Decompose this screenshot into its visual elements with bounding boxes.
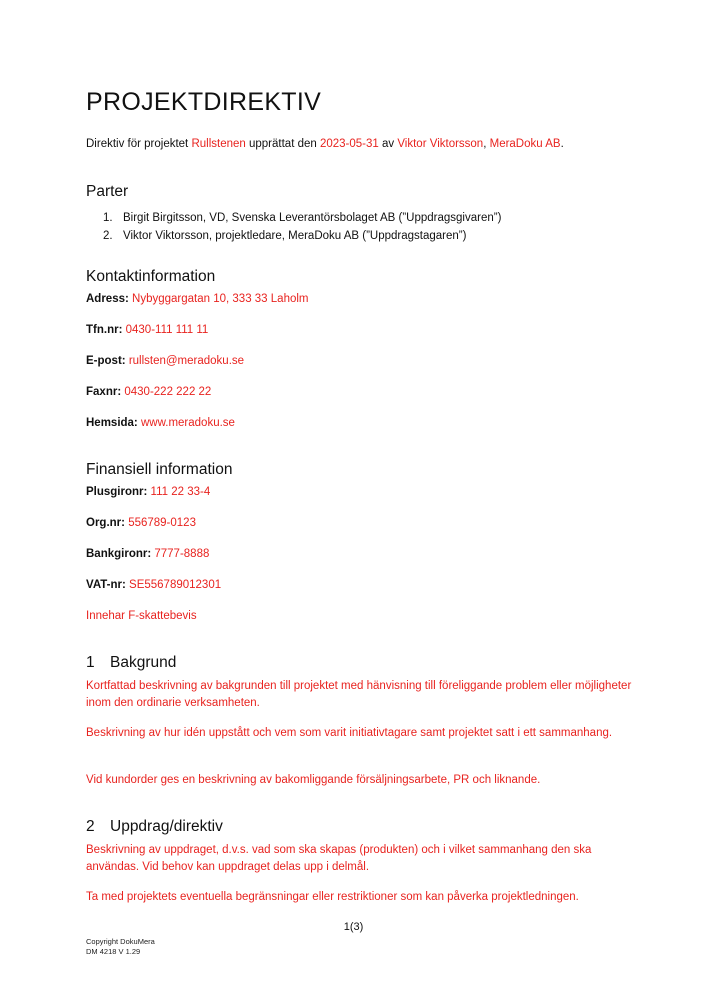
adress-field: Adress: Nybyggargatan 10, 333 33 Laholm xyxy=(86,293,309,305)
document-title: PROJEKTDIREKTIV xyxy=(86,88,322,116)
paragraph: Vid kundorder ges en beskrivning av bakomliggande försäljningsarbete, PR och liknande. xyxy=(86,774,541,786)
hemsida-field: Hemsida: www.meradoku.se xyxy=(86,417,235,429)
section-heading-bakgrund: 1 Bakgrund xyxy=(86,654,177,671)
paragraph: Kortfattad beskrivning av bakgrunden till projektet med hänvisning till föreliggande problem eller möjligheter inom den ordinarie verksamheten. xyxy=(86,680,632,709)
finans-heading: Finansiell information xyxy=(86,461,233,478)
parter-heading: Parter xyxy=(86,183,129,200)
fax-field: Faxnr: 0430-222 222 22 xyxy=(86,386,212,398)
project-name-field: Rullstenen xyxy=(191,138,246,150)
parter-list xyxy=(103,209,501,245)
intro-mid2: av xyxy=(378,138,398,150)
company-field: MeraDoku AB xyxy=(489,138,561,150)
author-field: Viktor Viktorsson xyxy=(397,138,484,150)
footer xyxy=(86,937,155,957)
copyright-text: Copyright DokuMera xyxy=(86,937,155,946)
orgnr-field: Org.nr: 556789-0123 xyxy=(86,517,196,529)
bankgiro-field: Bankgironr: 7777-8888 xyxy=(86,548,210,560)
section-heading-uppdrag: 2 Uppdrag/direktiv xyxy=(86,818,223,835)
paragraph: Beskrivning av hur idén uppstått och vem som varit initiativtagare samt projektet satt i ett sammanhang. xyxy=(86,727,613,739)
list-item: 2. Viktor Viktorsson, projektledare, MeraDoku AB (”Uppdragstagaren”) xyxy=(103,230,467,242)
page-number: 1(3) xyxy=(343,921,364,933)
plusgiro-field: Plusgironr: 111 22 33-4 xyxy=(86,486,211,498)
tfn-field: Tfn.nr: 0430-111 111 11 xyxy=(86,324,209,336)
intro-line xyxy=(86,138,564,150)
intro-prefix: Direktiv för projektet xyxy=(86,138,192,150)
intro-mid1: upprättat den xyxy=(245,138,320,150)
kontakt-heading: Kontaktinformation xyxy=(86,268,216,285)
document-id: DM 4218 V 1.29 xyxy=(86,947,141,956)
list-item: 1. Birgit Birgitsson, VD, Svenska Leverantörsbolaget AB (”Uppdragsgivaren”) xyxy=(103,212,502,224)
date-field: 2023-05-31 xyxy=(319,138,379,150)
paragraph: Beskrivning av uppdraget, d.v.s. vad som ska skapas (produkten) och i vilket sammanhang den ska användas. Vid behov kan uppdraget delas upp i delmål. xyxy=(86,844,592,873)
vat-field: VAT-nr: SE556789012301 xyxy=(86,579,222,591)
paragraph: Ta med projektets eventuella begränsningar eller restriktioner som kan påverka projektledningen. xyxy=(86,891,579,903)
fskatt-note: Innehar F-skattebevis xyxy=(86,610,197,622)
epost-field: E-post: rullsten@meradoku.se xyxy=(86,355,245,367)
intro-sep: , xyxy=(483,138,490,150)
intro-suffix: . xyxy=(560,138,564,150)
